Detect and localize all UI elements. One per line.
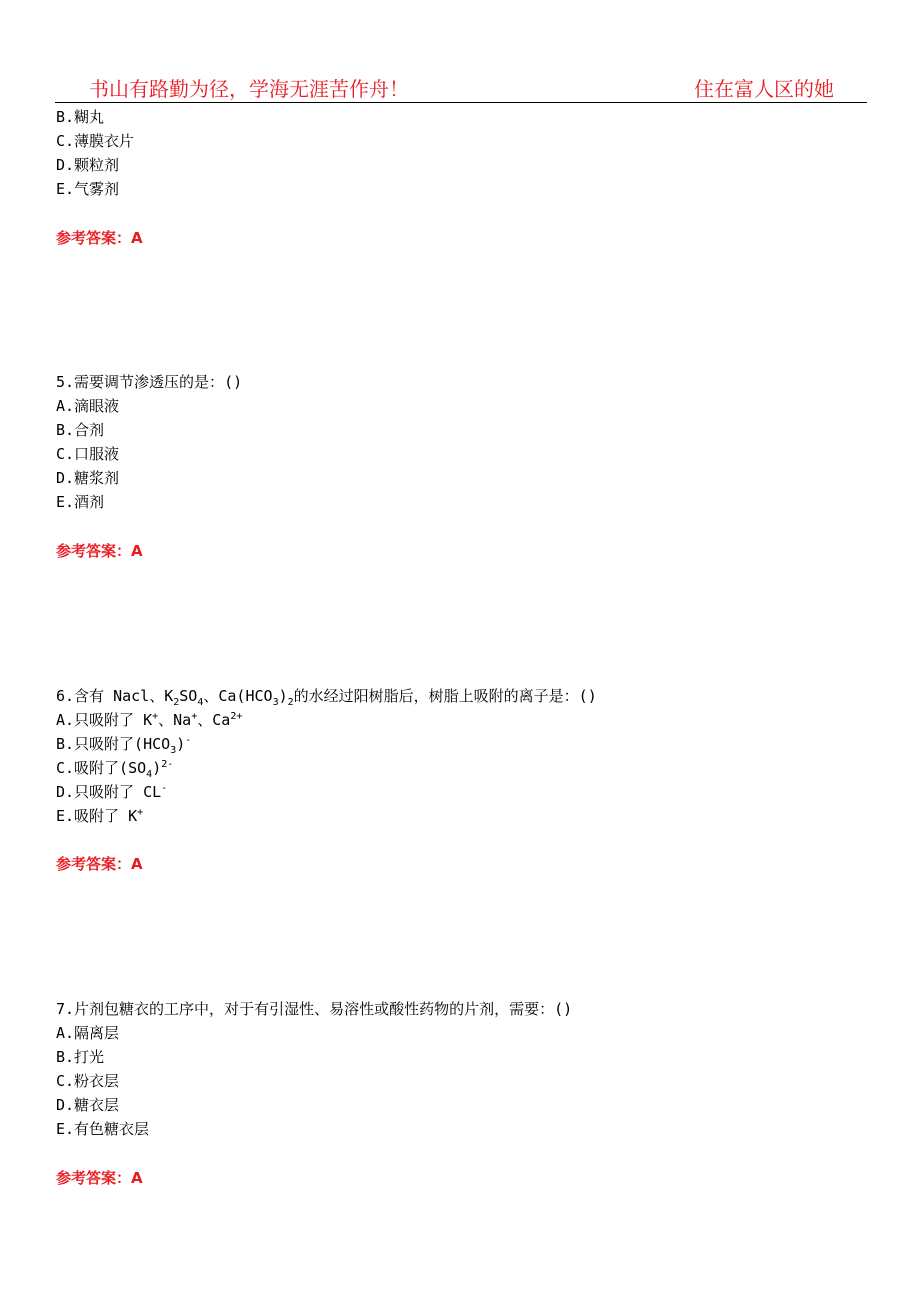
question-5-text: 5.需要调节渗透压的是：() bbox=[56, 373, 243, 391]
option-d: D.颗粒剂 bbox=[56, 156, 120, 174]
option-b: B.只吸附了$(HCO_3)^-$ bbox=[56, 735, 192, 756]
question-6-answer: 参考答案：A bbox=[56, 855, 143, 873]
option-e: E.吸附了 K+ bbox=[56, 807, 144, 825]
option-e: E.有色糖衣层 bbox=[56, 1120, 150, 1138]
option-b: B.糊丸 bbox=[56, 108, 105, 126]
question-4-answer: 参考答案：A bbox=[56, 229, 143, 247]
option-c: C.口服液 bbox=[56, 445, 120, 463]
question-7-text: 7.片剂包糖衣的工序中，对于有引湿性、易溶性或酸性药物的片剂，需要：() bbox=[56, 1000, 573, 1018]
option-a: A.只吸附了 K+、Na+、$Ca^{2+}$ bbox=[56, 711, 243, 729]
option-e: E.气雾剂 bbox=[56, 180, 120, 198]
question-6-text: 6.含有 Nacl、$K_2SO_4$、$Ca(HCO_3)_2$的水经过阳树脂后，树脂上吸附的离子是：() bbox=[56, 687, 597, 708]
page-header bbox=[55, 70, 867, 103]
question-5-answer: 参考答案：A bbox=[56, 542, 143, 560]
option-c: C.粉衣层 bbox=[56, 1072, 120, 1090]
option-b: B.合剂 bbox=[56, 421, 105, 439]
question-6 bbox=[56, 684, 597, 828]
option-a: A.滴眼液 bbox=[56, 397, 120, 415]
question-4-options bbox=[56, 105, 134, 201]
question-7 bbox=[56, 997, 572, 1141]
option-d: D.糖衣层 bbox=[56, 1096, 120, 1114]
question-5 bbox=[56, 370, 242, 514]
header-author: 住在富人区的她 bbox=[694, 77, 834, 101]
option-b: B.打光 bbox=[56, 1048, 105, 1066]
header-motto: 书山有路勤为径，学海无涯苦作舟！ bbox=[89, 77, 409, 101]
question-7-answer: 参考答案：A bbox=[56, 1169, 143, 1187]
option-c: C.薄膜衣片 bbox=[56, 132, 135, 150]
option-a: A.隔离层 bbox=[56, 1024, 120, 1042]
option-d: D.糖浆剂 bbox=[56, 469, 120, 487]
option-e: E.酒剂 bbox=[56, 493, 105, 511]
option-d: D.只吸附了 CL- bbox=[56, 783, 168, 801]
option-c: C.吸附了$(SO_4)^{2-}$ bbox=[56, 759, 174, 780]
